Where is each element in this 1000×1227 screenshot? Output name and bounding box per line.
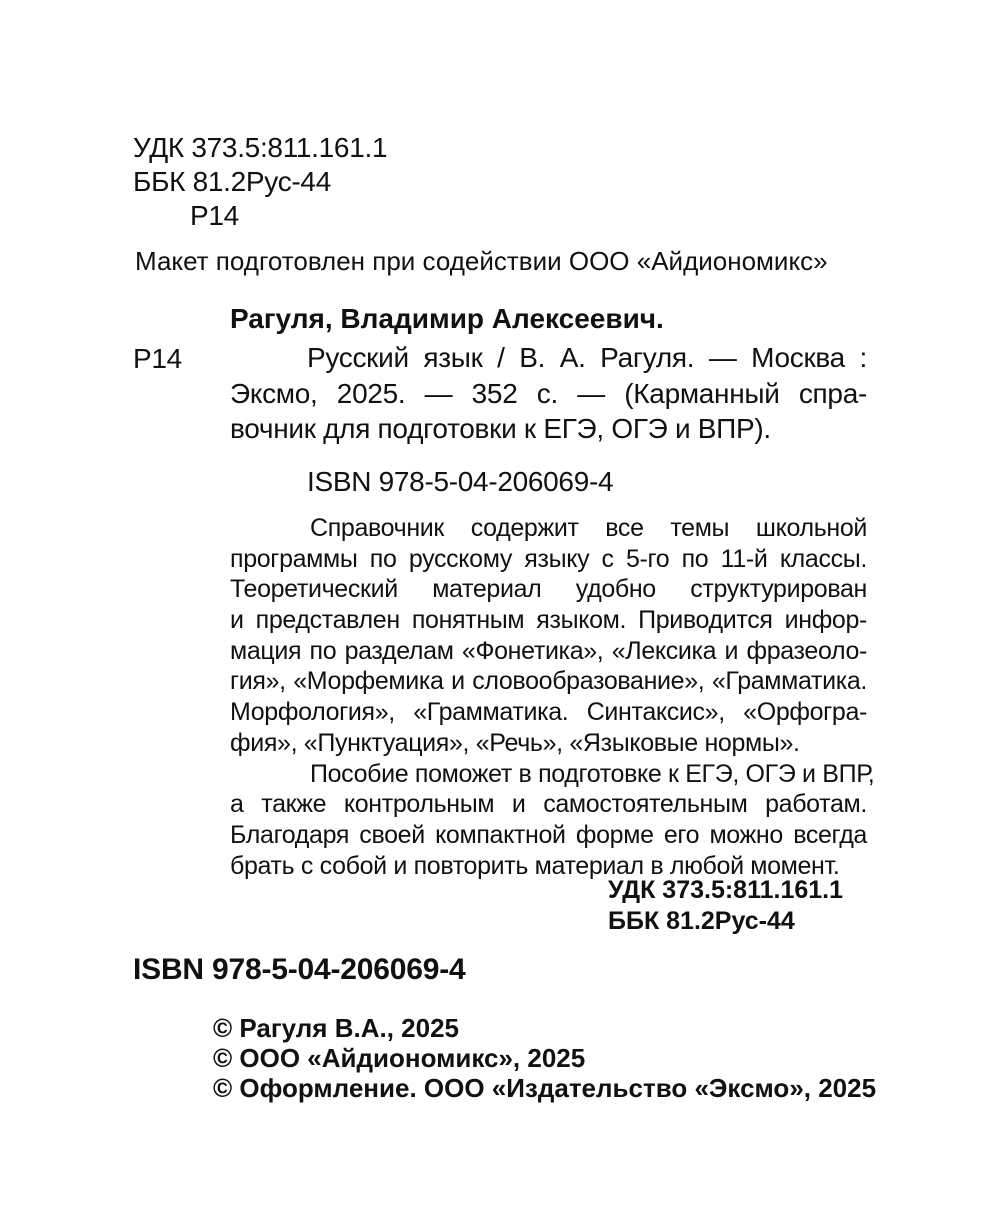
annotation-line: Справочник содержит все темы школьной — [310, 514, 867, 542]
annotation-line: гия», «Морфемика и словообразование», «Грамматика. — [230, 667, 867, 696]
copyright-aidionomiks: © ООО «Айдиономикс», 2025 — [213, 1043, 586, 1073]
udk-header: УДК 373.5:811.161.1 — [133, 132, 388, 163]
annotation-line: Благодаря своей компактной форме его можно всегда — [230, 820, 867, 849]
prepared-note: Макет подготовлен при содействии ООО «Айдиономикс» — [135, 246, 828, 276]
udk-bottom: УДК 373.5:811.161.1 — [608, 876, 844, 904]
annotation-line: Морфология», «Грамматика. Синтаксис», «Орфогра- — [230, 698, 867, 727]
isbn-record: ISBN 978-5-04-206069-4 — [307, 466, 614, 497]
isbn-bottom: ISBN 978-5-04-206069-4 — [133, 953, 466, 986]
biblio-line: вочник для подготовки к ЕГЭ, ОГЭ и ВПР). — [230, 413, 771, 444]
annotation-line: Пособие поможет в подготовке к ЕГЭ, ОГЭ и ВПР, — [310, 759, 875, 788]
bibliographic-description — [230, 340, 867, 447]
author-heading: Рагуля, Владимир Алексеевич. — [230, 303, 664, 334]
bbk-header: ББК 81.2Рус-44 — [133, 166, 331, 197]
annotation-line: мация по разделам «Фонетика», «Лексика и фразеоло- — [230, 636, 867, 665]
annotation-line: а также контрольным и самостоятельным работам. — [230, 790, 867, 819]
annotation — [230, 513, 875, 881]
bbk-bottom: ББК 81.2Рус-44 — [608, 907, 795, 935]
annotation-line: программы по русскому языку с 5-го по 11-й классы. — [230, 544, 867, 573]
annotation-line: брать с собой и повторить материал в любой момент. — [230, 851, 840, 880]
author-code-header: Р14 — [190, 200, 239, 231]
annotation-line: Теоретический материал удобно структурирован — [230, 575, 867, 604]
annotation-line: и представлен понятным языком. Приводится инфор- — [230, 606, 867, 635]
biblio-line: Русский язык / В. А. Рагуля. — Москва : — [307, 342, 867, 373]
copyright-author: © Рагуля В.А., 2025 — [213, 1013, 459, 1043]
biblio-line: Эксмо, 2025. — 352 с. — (Карманный спра- — [230, 377, 867, 409]
copyright-design: © Оформление. ООО «Издательство «Эксмо», 2025 — [213, 1073, 877, 1103]
annotation-line: фия», «Пунктуация», «Речь», «Языковые нормы». — [230, 728, 800, 757]
author-code-side: Р14 — [133, 343, 182, 374]
